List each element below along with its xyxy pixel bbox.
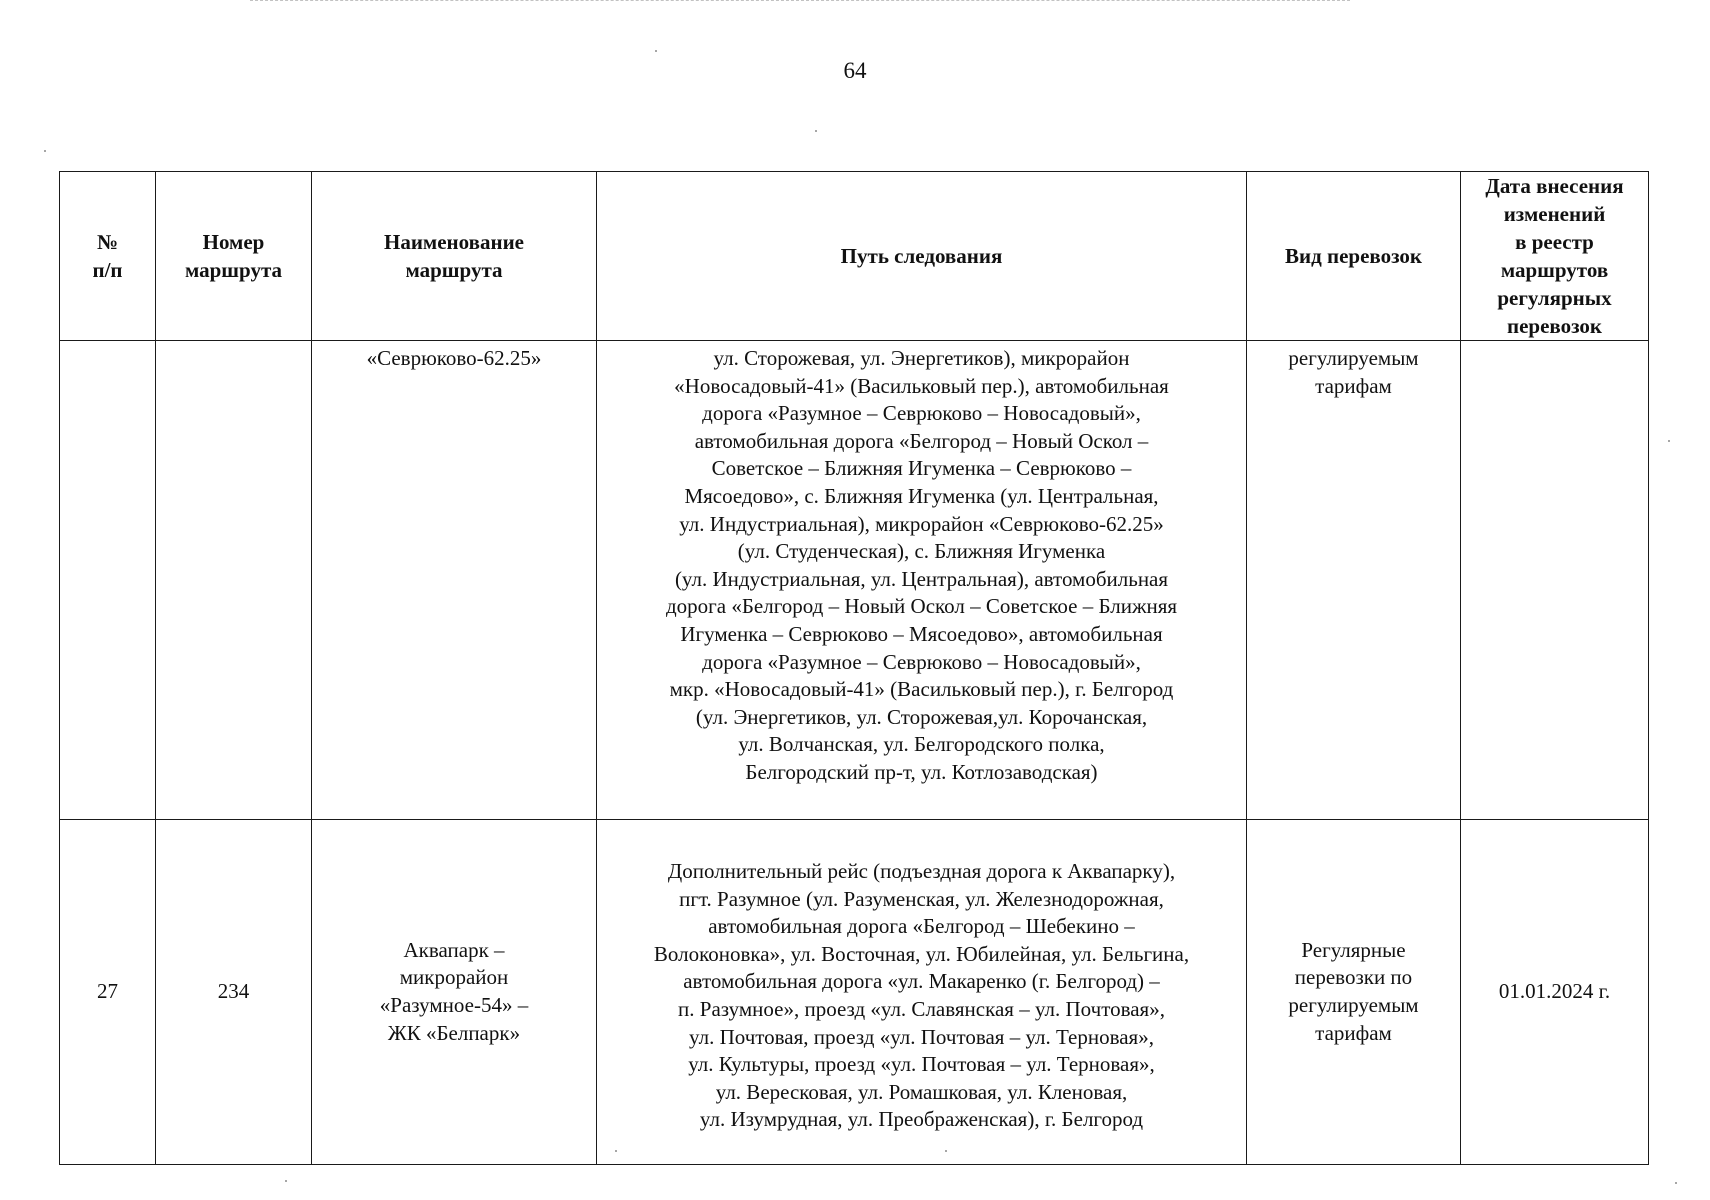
- cell-change-date: 01.01.2024 г.: [1461, 820, 1649, 1165]
- text-line: ул. Индустриальная), микрорайон «Севрюково-62.25»: [679, 511, 1164, 536]
- text-line: №: [96, 230, 119, 254]
- text-line: ул. Сторожевая, ул. Энергетиков), микрорайон: [713, 346, 1130, 370]
- text-line: изменений: [1503, 202, 1606, 226]
- text-line: автомобильная дорога «Белгород – Новый Оскол –: [694, 428, 1149, 453]
- header-path: [597, 172, 1247, 341]
- text-line: Аквапарк –: [403, 937, 505, 962]
- cell-route-name: [312, 341, 597, 820]
- text-line: Дата внесения: [1485, 174, 1624, 198]
- text-line: Волоконовка», ул. Восточная, ул. Юбилейная, ул. Бельгина,: [653, 941, 1190, 966]
- text-line: ул. Вересковая, ул. Ромашковая, ул. Кленовая,: [715, 1079, 1128, 1104]
- text-line: Номер: [202, 230, 265, 254]
- text-line: Белгородский пр-т, ул. Котлозаводская): [745, 759, 1098, 784]
- cell-change-date: [1461, 341, 1649, 820]
- text-line: Наименование: [384, 230, 524, 254]
- text-line: маршрута: [405, 258, 503, 282]
- scan-speck: [1668, 440, 1670, 442]
- text-line: в реестр: [1515, 230, 1594, 254]
- text-line: ул. Культуры, проезд «ул. Почтовая – ул. Терновая»,: [688, 1052, 1155, 1077]
- table-row-27: [60, 820, 1649, 1165]
- table-row-continuation: [60, 341, 1649, 820]
- text-line: микрорайон: [399, 965, 509, 990]
- page-number: 64: [843, 58, 867, 83]
- text-line: тарифам: [1315, 1020, 1392, 1045]
- cell-num: 27: [60, 820, 156, 1165]
- text-line: регулируемым: [1288, 346, 1419, 370]
- top-edge-rule: [250, 0, 1350, 1]
- text-line: перевозок: [1506, 314, 1603, 338]
- table-header-row: [60, 172, 1649, 341]
- text-line: перевозки по: [1294, 965, 1413, 990]
- cell-route-number: 234: [156, 820, 312, 1165]
- text-line: маршрута: [184, 258, 283, 282]
- text-line: ЖК «Белпарк»: [387, 1020, 521, 1045]
- text-line: ул. Почтовая, проезд «ул. Почтовая – ул. Терновая»,: [689, 1024, 1154, 1049]
- text-line: Мясоедово», с. Ближняя Игуменка (ул. Центральная,: [684, 483, 1159, 508]
- text-line: (ул. Индустриальная, ул. Центральная), автомобильная: [674, 566, 1169, 591]
- text-line: регулируемым: [1288, 993, 1419, 1017]
- cell-transport-type: [1247, 341, 1461, 820]
- scan-speck: [44, 150, 46, 152]
- scan-speck: [945, 1150, 947, 1152]
- text-line: тарифам: [1315, 373, 1392, 398]
- cell-path: [597, 820, 1247, 1165]
- scan-speck: [285, 1180, 287, 1182]
- path-text: [597, 858, 1246, 1134]
- scan-speck: [655, 50, 657, 52]
- text-line: автомобильная дорога «ул. Макаренко (г. Белгород) –: [683, 969, 1160, 994]
- text-line: Вид перевозок: [1284, 244, 1422, 268]
- text-line: Регулярные: [1301, 937, 1406, 962]
- cell-transport-type: [1247, 820, 1461, 1165]
- text-line: «Разумное-54» –: [379, 993, 529, 1017]
- cell-num: [60, 341, 156, 820]
- scan-speck: [1675, 1182, 1677, 1184]
- text-line: ул. Волчанская, ул. Белгородского полка,: [738, 732, 1105, 757]
- text-line: Советское – Ближняя Игуменка – Севрюково –: [711, 456, 1132, 481]
- path-text: [597, 345, 1246, 787]
- text-line: маршрутов: [1500, 258, 1609, 282]
- text-line: «Севрюково-62.25»: [366, 346, 542, 370]
- header-num: [60, 172, 156, 341]
- text-line: Дополнительный рейс (подъездная дорога к Аквапарку),: [667, 859, 1176, 883]
- header-change-date: [1461, 172, 1649, 341]
- text-line: мкр. «Новосадовый-41» (Васильковый пер.), г. Белгород: [669, 677, 1174, 702]
- text-line: регулярных: [1497, 286, 1612, 310]
- text-line: дорога «Белгород – Новый Оскол – Советское – Ближняя: [665, 594, 1178, 619]
- text-line: п/п: [92, 258, 123, 282]
- header-transport-type: [1247, 172, 1461, 341]
- scan-speck: [815, 130, 817, 132]
- text-line: п. Разумное», проезд «ул. Славянская – ул. Почтовая»,: [678, 996, 1165, 1021]
- text-line: Путь следования: [840, 244, 1003, 268]
- scan-speck: [615, 1150, 617, 1152]
- header-route-number: [156, 172, 312, 341]
- text-line: дорога «Разумное – Севрюково – Новосадовый»,: [702, 401, 1141, 426]
- cell-route-name: [312, 820, 597, 1165]
- header-route-name: [312, 172, 597, 341]
- text-line: (ул. Энергетиков, ул. Сторожевая,ул. Корочанская,: [695, 704, 1148, 729]
- cell-route-number: [156, 341, 312, 820]
- route-registry-table: [59, 171, 1649, 1165]
- text-line: «Новосадовый-41» (Васильковый пер.), автомобильная: [674, 373, 1169, 398]
- text-line: автомобильная дорога «Белгород – Шебекино –: [708, 914, 1135, 939]
- text-line: пгт. Разумное (ул. Разуменская, ул. Железнодорожная,: [679, 886, 1164, 911]
- text-line: ул. Изумрудная, ул. Преображенская), г. Белгород: [699, 1107, 1144, 1132]
- text-line: Игуменка – Севрюково – Мясоедово», автомобильная: [680, 621, 1163, 646]
- text-line: дорога «Разумное – Севрюково – Новосадовый»,: [702, 649, 1141, 674]
- text-line: (ул. Студенческая), с. Ближняя Игуменка: [737, 539, 1106, 564]
- cell-path: [597, 341, 1247, 820]
